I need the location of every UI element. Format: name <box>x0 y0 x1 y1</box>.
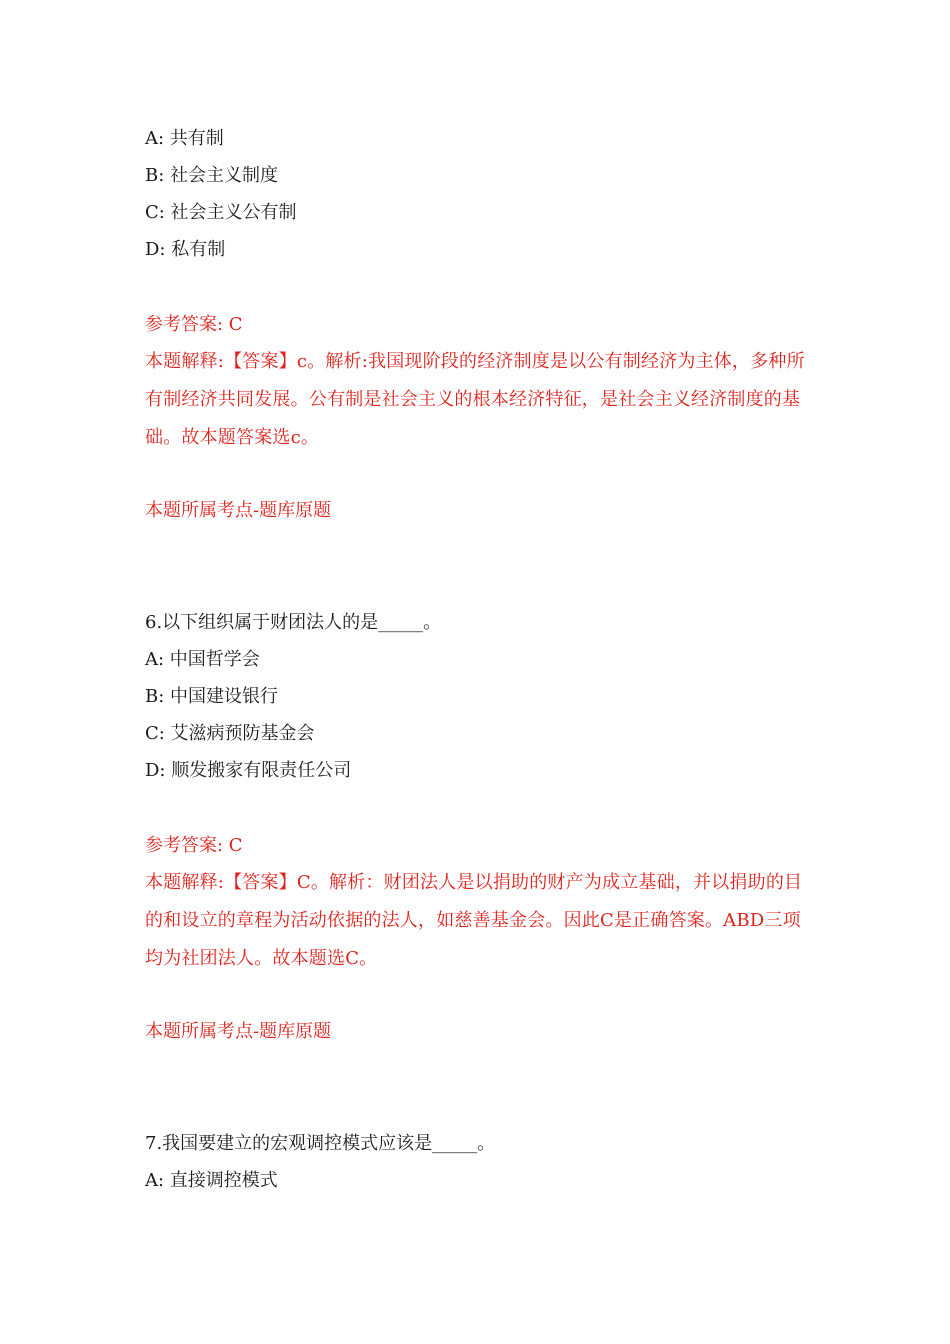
q6-option-b: B: 中国建设银行 <box>145 686 279 707</box>
q5-option-d: D: 私有制 <box>145 239 226 260</box>
q6-explanation: 本题解释:【答案】C。解析：财团法人是以捐助的财产为成立基础，并以捐助的目的和设立的章程为活动依据的法人，如慈善基金会。因此C是正确答案。ABD三项均为社团法人。故本题选C。 <box>145 872 803 969</box>
q6-answer: 参考答案: C <box>145 835 243 856</box>
q6-question: 6.以下组织属于财团法人的是_____。 <box>145 612 442 633</box>
q5-option-b: B: 社会主义制度 <box>145 165 279 186</box>
q6-topic: 本题所属考点-题库原题 <box>145 1021 332 1042</box>
q5-answer: 参考答案: C <box>145 314 243 335</box>
q6-option-a: A: 中国哲学会 <box>145 649 260 670</box>
q5-option-c: C: 社会主义公有制 <box>145 202 297 223</box>
q6-option-c: C: 艾滋病预防基金会 <box>145 723 315 744</box>
q5-topic: 本题所属考点-题库原题 <box>145 500 332 521</box>
q7-option-a: A: 直接调控模式 <box>145 1170 278 1191</box>
q5-option-a: A: 共有制 <box>145 128 224 149</box>
q6-option-d: D: 顺发搬家有限责任公司 <box>145 760 352 781</box>
q7-question: 7.我国要建立的宏观调控模式应该是_____。 <box>145 1133 496 1154</box>
q5-explanation: 本题解释:【答案】c。解析:我国现阶段的经济制度是以公有制经济为主体，多种所有制经济共同发展。公有制是社会主义的根本经济特征，是社会主义经济制度的基础。故本题答案选c。 <box>145 351 805 448</box>
